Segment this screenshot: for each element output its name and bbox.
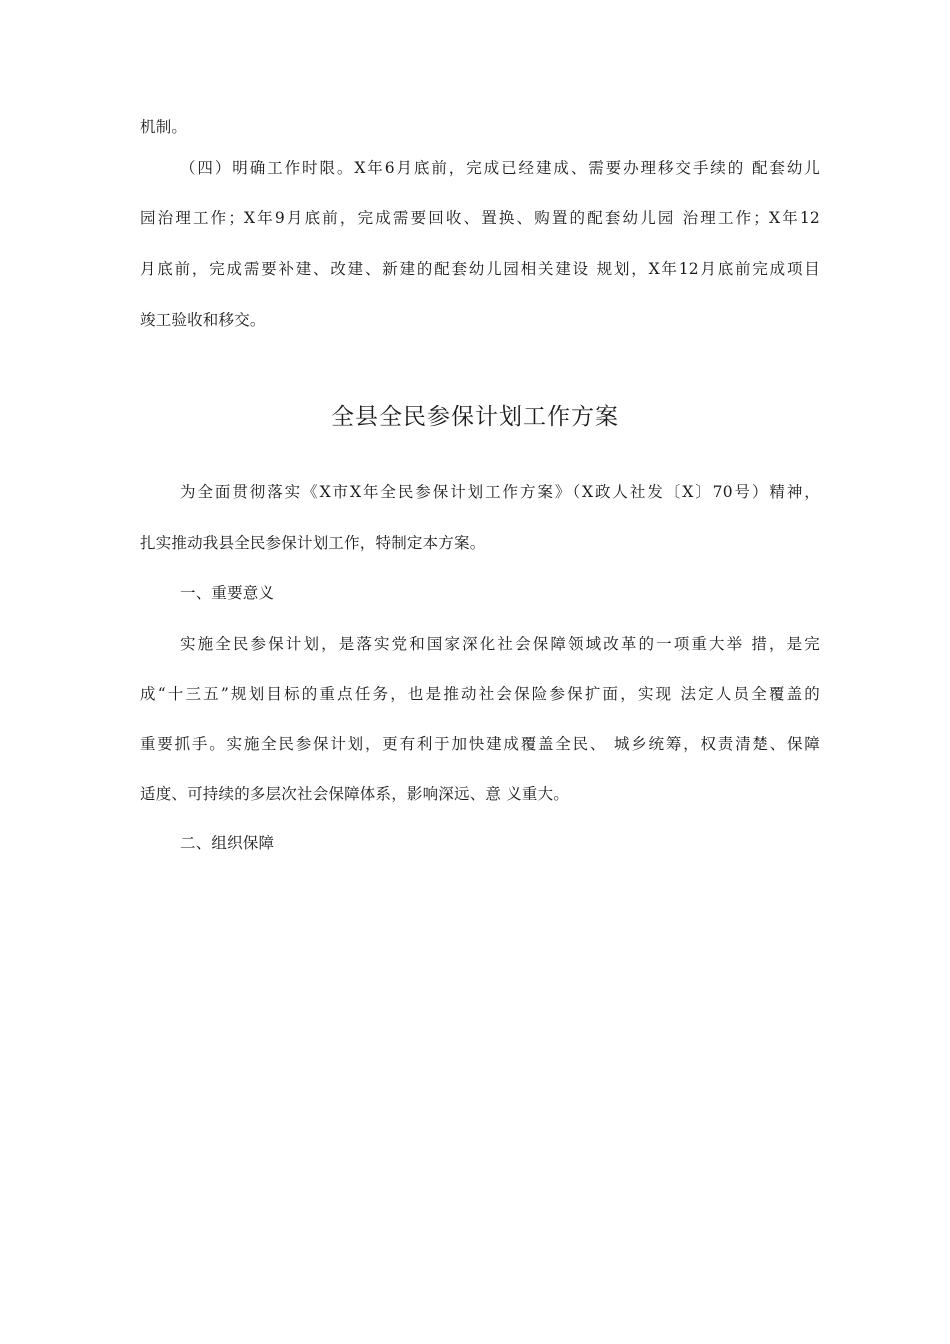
- document-title: 全县全民参保计划工作方案: [331, 404, 619, 430]
- paragraph-line: 适度、可持续的多层次社会保障体系，影响深远、意 义重大。: [140, 785, 570, 803]
- paragraph-line: 扎实推动我县全民参保计划工作，特制定本方案。: [140, 534, 486, 552]
- section-heading: 二、组织保障: [180, 834, 275, 852]
- section-heading: 一、重要意义: [180, 584, 275, 602]
- paragraph-line: 成“十三五”规划目标的重点任务，也是推动社会保险参保扩面，实现 法定人员全覆盖的: [140, 685, 820, 703]
- paragraph-line: 园治理工作；X年9月底前，完成需要回收、置换、购置的配套幼儿园 治理工作；X年12: [140, 209, 820, 227]
- paragraph-line: 为全面贯彻落实《X市X年全民参保计划工作方案》（X政人社发〔X〕70号）精神，: [180, 483, 820, 501]
- paragraph-line: 实施全民参保计划，是落实党和国家深化社会保障领域改革的一项重大举 措，是完: [180, 635, 820, 653]
- paragraph-line: 重要抓手。实施全民参保计划，更有利于加快建成覆盖全民、 城乡统筹，权责清楚、保障: [140, 735, 820, 753]
- paragraph-line: 竣工验收和移交。: [140, 311, 266, 329]
- paragraph-line: （四）明确工作时限。X年6月底前，完成已经建成、需要办理移交手续的 配套幼儿: [180, 159, 820, 177]
- paragraph-line: 月底前，完成需要补建、改建、新建的配套幼儿园相关建设 规划，X年12月底前完成项目: [140, 260, 820, 278]
- prev-paragraph-tail: 机制。: [140, 118, 188, 136]
